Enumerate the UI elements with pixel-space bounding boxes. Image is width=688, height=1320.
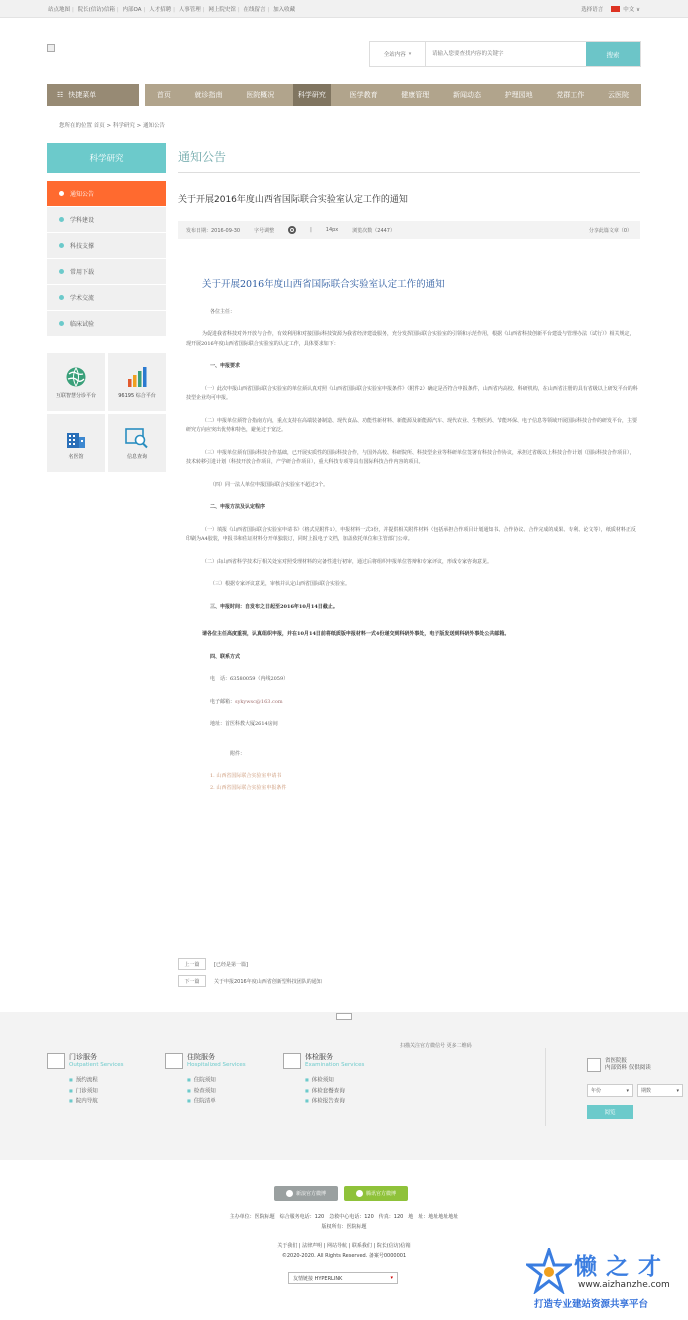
doc-paragraph: （二）申报单位须符合指南方向，重点支持在高端装备制造、现代食品、功能性新材料、新能源及新能源汽车、现代农业、生物医药、节能环保、电子信息等领域开展国际科技合作的研发平台，主要研究方向应突出优势和特色，避免过于宽泛。 xyxy=(186,417,638,433)
tile-label: 96195 综合平台 xyxy=(118,392,156,399)
year-select[interactable] xyxy=(587,1084,633,1097)
bullet-icon xyxy=(59,269,64,274)
bullet-icon xyxy=(59,243,64,248)
sidebar-item-label: 常用下载 xyxy=(70,269,95,276)
sidebar-item-academic[interactable] xyxy=(47,285,166,311)
footer-col-title: 体检服务 xyxy=(305,1053,333,1061)
sidebar-item-notices[interactable] xyxy=(47,181,166,207)
qr-caption[interactable]: 扫描关注官方微信号 更多二维码 xyxy=(400,1043,472,1049)
doc-phone: 电 话：63580059（内线2059） xyxy=(210,676,289,682)
divider xyxy=(178,172,640,173)
nav-item-cloud[interactable]: 云医院 xyxy=(608,91,630,99)
flag-icon xyxy=(611,6,620,12)
sidebar-item-disciplines[interactable] xyxy=(47,207,166,233)
prev-row xyxy=(178,958,322,970)
top-bar xyxy=(0,0,688,18)
nav-item-news[interactable]: 新闻动态 xyxy=(452,91,481,99)
doc-heading-4: 四、联系方式 xyxy=(210,653,241,660)
doc-paragraph: （一）此次申报山西省国际联合实验室的单位须认真对照《山西省国际联合实验室申报条件》（附件2）确定是否符合申报条件，山西省内高校、科研机构，在山西省注册的具有省级以上研发平台的科技型企业均可申报。 xyxy=(186,385,638,401)
sidebar-item-label: 通知公告 xyxy=(70,191,95,198)
year-select-value: 年份 xyxy=(591,1088,602,1094)
tile-label: 名医馆 xyxy=(68,453,84,460)
tile-info-query[interactable] xyxy=(108,414,166,472)
examination-icon xyxy=(283,1053,301,1069)
language-select-label[interactable]: 选择语言 xyxy=(581,6,604,13)
attachment-link[interactable]: 1. 山西省国际联合实验室申请书 xyxy=(210,773,282,779)
top-link-message[interactable]: 在线留言 xyxy=(243,6,266,13)
globe-icon xyxy=(65,366,87,388)
footer-col-inpatient xyxy=(165,1052,246,1107)
footer-link[interactable]: ■ 体检套餐查询 xyxy=(305,1086,364,1097)
inpatient-icon xyxy=(165,1053,183,1069)
next-link[interactable]: 关于申报2016年度山西省创新型科技团队的通知 xyxy=(214,978,322,985)
section-title: 通知公告 xyxy=(178,150,227,164)
top-link-history[interactable]: 网上院史馆 xyxy=(208,6,236,13)
bar-chart-icon xyxy=(126,366,148,388)
doc-email-line xyxy=(186,698,638,708)
search-scope-value: 全站内容 xyxy=(383,52,406,58)
top-link-hr[interactable]: 人事管理 xyxy=(178,6,201,13)
sidebar-tiles xyxy=(47,353,166,472)
language-value: 中文 xyxy=(623,6,635,13)
footer xyxy=(0,1012,688,1160)
sidebar-item-label: 学科建设 xyxy=(70,217,95,224)
footer-link[interactable]: ■ 体检须知 xyxy=(305,1075,364,1086)
top-links: 站点地图 | 院长(信访)信箱 | 内部OA | 人才招聘 | 人事管理 | 网上院史馆 | 在线留言 | 加入收藏 xyxy=(48,6,296,13)
footer-copyright-owner: 版权所有：医院标题 xyxy=(321,1223,367,1230)
footer-link[interactable]: ■ 预约流程 xyxy=(69,1075,123,1086)
search-bar xyxy=(369,41,641,67)
doc-paragraph: （三）申报单位须有国际科技合作基础，已开展实质性的国际科技合作，与国外高校、科研院所、科技型企业等科研单位签署有科技合作协议，承担过省级以上科技合作计划（国际科技合作项目），技术转移引进计划（科技开放合作项目，产学研合作项目），重大科技专项等具有国际科技合作内容的项目。 xyxy=(186,449,635,465)
font-size-label: 字号调整 xyxy=(254,227,275,234)
sidebar-item-label: 科技支撑 xyxy=(70,243,95,250)
footer-col-outpatient xyxy=(47,1052,123,1107)
nav-item-home[interactable]: 首页 xyxy=(156,91,171,99)
issue-select[interactable] xyxy=(637,1084,683,1097)
search-input[interactable] xyxy=(426,42,586,66)
sidebar-title: 科学研究 xyxy=(47,143,166,173)
footer-col-subtitle: Examination Services xyxy=(305,1062,365,1068)
footer-col-examination xyxy=(283,1052,364,1107)
sidebar-item-support[interactable] xyxy=(47,233,166,259)
prev-button[interactable]: 上一篇 xyxy=(178,958,206,970)
watermark-logo-icon xyxy=(526,1248,572,1294)
language-dropdown[interactable] xyxy=(611,5,640,13)
bullet-icon xyxy=(59,191,64,196)
friend-links-select[interactable] xyxy=(288,1272,398,1284)
top-link-oa[interactable]: 内部OA xyxy=(122,6,142,13)
issue-select-value: 期数 xyxy=(641,1088,652,1094)
doc-address: 地址：首医科教大厦2614房间 xyxy=(210,721,278,727)
tile-label: 信息查询 xyxy=(126,453,147,460)
doc-notice: 请各位主任高度重视，认真组织申报，并在10月14日前将纸质版申报材料一式4份递交到科研外事处，电子版发送到科研外事处公共邮箱。 xyxy=(202,631,510,637)
nav-item-research[interactable]: 科学研究 xyxy=(293,84,331,106)
sidebar-menu xyxy=(47,181,166,337)
watermark xyxy=(526,1246,688,1320)
footer-banner-image xyxy=(336,1013,352,1020)
tencent-weibo-label: 腾讯官方微博 xyxy=(365,1191,396,1197)
chevron-down-icon: ▾ xyxy=(676,1087,679,1094)
attachment-link[interactable]: 2. 山西省国际联合实验室申报条件 xyxy=(210,784,287,791)
doc-paragraph: （二）由山西省科学技术厅相关处室对照受理材料的完备性进行初审，通过后将组织申报单位答辩和专家评议，形成专家咨询意见。 xyxy=(202,558,493,565)
font-size-toggle-icon[interactable] xyxy=(288,226,296,234)
social-buttons xyxy=(274,1186,408,1201)
doc-email-link[interactable]: sykywsc@163.com xyxy=(235,698,283,705)
doc-paragraph: （一）填报《山西省国际联合实验室申请书》（格式见附件1），申报材料一式3份，并提供相关附件材料（包括承担合作项目计划通知书、合作协议、合作完成的成果、专利、论文等），纸质材料正反印刷为A4胶装，申报书和佐证材料分开单独装订，同时上报电子文档，加盖依托单位和主管部门公章。 xyxy=(186,526,636,542)
footer-link[interactable]: ■ 门诊须知 xyxy=(69,1086,123,1097)
footer-link[interactable]: ■ 检查须知 xyxy=(187,1086,246,1097)
footer-col-title: 门诊服务 xyxy=(69,1053,97,1061)
chevron-down-icon: ▾ xyxy=(390,1275,393,1281)
bullet-icon xyxy=(59,217,64,222)
breadcrumb: 您所在的位置 首页 > 科学研究 > 通知公告 xyxy=(59,123,165,129)
doc-heading-2: 二、申报方法及认定程序 xyxy=(210,504,266,510)
doc-title: 关于开展2016年度山西省国际联合实验室认定工作的通知 xyxy=(202,279,445,290)
footer-link[interactable]: ■ 住院清单 xyxy=(187,1096,246,1107)
tencent-weibo-button[interactable] xyxy=(344,1186,408,1201)
footer-link[interactable]: ■ 体检报告查询 xyxy=(305,1096,364,1107)
font-size-divider: | xyxy=(310,227,312,233)
sidebar-item-downloads[interactable] xyxy=(47,259,166,285)
weibo-icon xyxy=(286,1190,293,1197)
top-link-jobs[interactable]: 人才招聘 xyxy=(149,6,172,13)
footer-link[interactable]: ■ 住院须知 xyxy=(187,1075,246,1086)
footer-col-subtitle: Hospitalized Services xyxy=(187,1062,246,1068)
sina-weibo-label: 新浪官方微博 xyxy=(295,1191,326,1197)
main-nav xyxy=(47,84,641,106)
sidebar-item-trials[interactable] xyxy=(47,311,166,337)
footer-link[interactable]: ■ 院内导航 xyxy=(69,1096,123,1107)
doc-greeting: 各位主任： xyxy=(210,308,236,315)
list-icon: ☷ xyxy=(57,91,64,99)
view-count: 浏览次数（2447） xyxy=(352,227,395,234)
watermark-url: www.aizhanzhe.com xyxy=(578,1280,670,1290)
quick-menu-button[interactable] xyxy=(47,84,139,106)
doc-paragraph: （四）同一法人单位申报国际联合实验室不超过3个。 xyxy=(210,481,329,488)
nav-item-guide[interactable]: 就诊指南 xyxy=(194,91,223,99)
bullet-icon xyxy=(59,295,64,300)
nav-item-party[interactable]: 党群工作 xyxy=(556,91,585,99)
doc-email-label: 电子邮箱： xyxy=(210,698,236,705)
newspaper-widget xyxy=(587,1058,683,1119)
sidebar-item-label: 临床试验 xyxy=(70,321,95,328)
bullet-icon xyxy=(59,321,64,326)
tencent-weibo-icon xyxy=(356,1190,363,1197)
newspaper-subtitle: 内部资料 仅供阅读 xyxy=(605,1065,651,1071)
outpatient-icon xyxy=(47,1053,65,1069)
tile-96195[interactable] xyxy=(108,353,166,411)
tile-label: 互联智慧分诊平台 xyxy=(55,392,96,399)
search-button[interactable]: 搜索 xyxy=(586,42,640,66)
doc-paragraph: （三）根据专家评议意见，审核并认定山西省国际联合实验室。 xyxy=(210,581,351,587)
nav-item-nursing[interactable]: 护理园地 xyxy=(504,91,533,99)
friend-links-value: 友情链接 HYPERLINK xyxy=(293,1275,343,1282)
article-body xyxy=(186,280,638,795)
newspaper-title: 省医院报 xyxy=(605,1058,628,1064)
nav-menu xyxy=(145,84,641,106)
newspaper-icon xyxy=(587,1058,601,1072)
doc-heading-3: 三、申报时间：自发布之日起至2016年10月14日截止。 xyxy=(210,603,338,610)
chevron-down-icon: ▾ xyxy=(408,51,412,57)
sidebar-item-label: 学术交流 xyxy=(70,295,95,302)
search-scope-select[interactable] xyxy=(370,42,426,66)
nav-item-overview[interactable]: 医院概况 xyxy=(246,91,275,99)
watermark-slogan: 打造专业建站资源共享平台 xyxy=(534,1299,649,1310)
doc-attachments-label: 附件： xyxy=(230,750,246,757)
article-pager xyxy=(178,958,322,992)
search-doc-icon xyxy=(125,427,149,449)
tile-smart-triage[interactable] xyxy=(47,353,105,411)
footer-links-line[interactable]: 关于我们 | 法律声明 | 网站导航 | 联系我们 | 院长(信访)信箱 xyxy=(277,1243,411,1249)
doc-heading-1: 一、申报要求 xyxy=(210,363,241,369)
logo-image[interactable] xyxy=(47,44,55,52)
publish-date: 发布日期：2016-09-30 xyxy=(186,227,241,234)
top-link-sitemap[interactable]: 站点地图 xyxy=(48,6,71,13)
footer-divider xyxy=(545,1048,546,1126)
footer-copyright: ©2020-2020. All Rights Reserved. 备案号0000001 xyxy=(281,1252,407,1259)
read-button[interactable]: 阅览 xyxy=(587,1105,633,1119)
nav-item-health[interactable]: 健康管理 xyxy=(401,91,430,99)
article-title: 关于开展2016年度山西省国际联合实验室认定工作的通知 xyxy=(178,195,408,205)
quick-menu-label: 快捷菜单 xyxy=(68,91,97,99)
nav-item-education[interactable]: 医学教育 xyxy=(349,91,378,99)
next-button[interactable]: 下一篇 xyxy=(178,975,206,987)
chevron-down-icon: ▾ xyxy=(626,1087,629,1094)
top-link-mailbox[interactable]: 院长(信访)信箱 xyxy=(77,6,115,13)
building-icon xyxy=(65,427,87,449)
next-row xyxy=(178,975,322,987)
watermark-title: 懒之才 xyxy=(574,1254,670,1280)
footer-info-line: 主办单位：医院标题 综合服务电话：120 急救中心电话：120 传真：120 地 址：地址地址地址 xyxy=(229,1214,459,1220)
footer-col-title: 住院服务 xyxy=(187,1053,215,1061)
tile-famous-doctors[interactable] xyxy=(47,414,105,472)
top-link-favorite[interactable]: 加入收藏 xyxy=(273,6,296,13)
sina-weibo-button[interactable] xyxy=(274,1186,338,1201)
share-link[interactable]: 分享此篇文章（0） xyxy=(588,227,632,234)
prev-text: [已经是第一篇] xyxy=(214,961,248,968)
footer-col-subtitle: Outpatient Services xyxy=(69,1062,124,1068)
font-size-value[interactable]: 14px xyxy=(325,227,339,233)
doc-intro: 为促进我省科技对外开放与合作，有效利用和对接国际科技资源为我省经济建设服务，充分发挥国际联合实验室的引领和示范作用，根据《山西省科技创新平台建设与管理办法（试行）》相关规定，现开展2016年度山西省国际联合实验室的认定工作，具体要求如下： xyxy=(186,331,635,347)
chevron-down-icon: ∨ xyxy=(635,6,640,13)
article-info-bar xyxy=(178,221,640,239)
